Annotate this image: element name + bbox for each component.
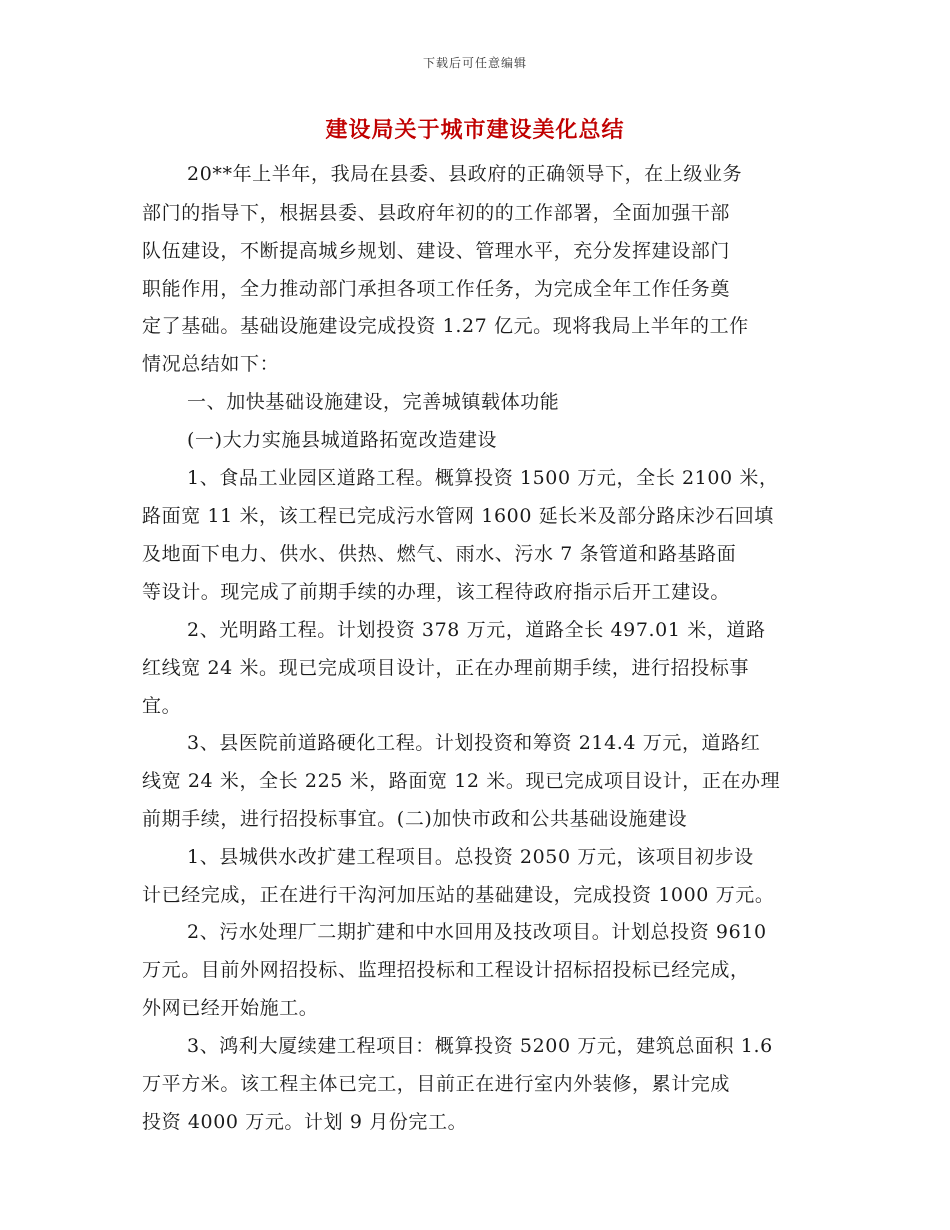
paragraph-line: 1、县城供水改扩建工程项目。总投资 2050 万元，该项目初步设 (187, 846, 754, 868)
paragraph-line: 前期手续，进行招投标事宜。(二)加快市政和公共基础设施建设 (142, 808, 688, 830)
document-title: 建设局关于城市建设美化总结 (325, 117, 625, 143)
paragraph-line: 情况总结如下： (142, 353, 280, 375)
paragraph-line: (一)大力实施县城道路拓宽改造建设 (187, 429, 498, 451)
paragraph-line: 队伍建设，不断提高城乡规划、建设、管理水平，充分发挥建设部门 (142, 240, 731, 262)
paragraph-line: 2、污水处理厂二期扩建和中水回用及技改项目。计划总投资 9610 (187, 921, 767, 943)
paragraph-line: 宜。 (142, 695, 182, 717)
paragraph-line: 等设计。现完成了前期手续的办理，该工程待政府指示后开工建设。 (142, 581, 731, 603)
paragraph-line: 部门的指导下，根据县委、县政府年初的的工作部署，全面加强干部 (142, 202, 731, 224)
paragraph-line: 3、县医院前道路硬化工程。计划投资和筹资 214.4 万元，道路红 (187, 732, 761, 754)
paragraph-line: 路面宽 11 米，该工程已完成污水管网 1600 延长米及部分路床沙石回填 (142, 505, 774, 527)
paragraph-line: 3、鸿利大厦续建工程项目：概算投资 5200 万元，建筑总面积 1.6 (187, 1035, 773, 1057)
paragraph-line: 1、食品工业园区道路工程。概算投资 1500 万元，全长 2100 米， (187, 467, 779, 489)
paragraph-line: 红线宽 24 米。现已完成项目设计，正在办理前期手续，进行招投标事 (142, 657, 750, 679)
paragraph-line: 万平方米。该工程主体已完工，目前正在进行室内外装修，累计完成 (142, 1073, 731, 1095)
paragraph-line: 投资 4000 万元。计划 9 月份完工。 (142, 1111, 468, 1133)
paragraph-line: 线宽 24 米，全长 225 米，路面宽 12 米。现已完成项目设计，正在办理 (142, 770, 781, 792)
paragraph-line: 外网已经开始施工。 (142, 997, 319, 1019)
paragraph-line: 20**年上半年，我局在县委、县政府的正确领导下，在上级业务 (187, 163, 743, 185)
paragraph-line: 万元。目前外网招投标、监理招投标和工程设计招标招投标已经完成， (142, 959, 750, 981)
paragraph-line: 2、光明路工程。计划投资 378 万元，道路全长 497.01 米，道路 (187, 619, 766, 641)
paragraph-line: 定了基础。基础设施建设完成投资 1.27 亿元。现将我局上半年的工作 (142, 315, 749, 337)
paragraph-line: 职能作用，全力推动部门承担各项工作任务，为完成全年工作任务奠 (142, 278, 731, 300)
paragraph-line: 计已经完成，正在进行干沟河加压站的基础建设，完成投资 1000 万元。 (142, 884, 775, 906)
paragraph-line: 一、加快基础设施建设，完善城镇载体功能 (187, 391, 560, 413)
page-header: 下载后可任意编辑 (422, 56, 527, 70)
paragraph-line: 及地面下电力、供水、供热、燃气、雨水、污水 7 条管道和路基路面 (142, 543, 737, 565)
